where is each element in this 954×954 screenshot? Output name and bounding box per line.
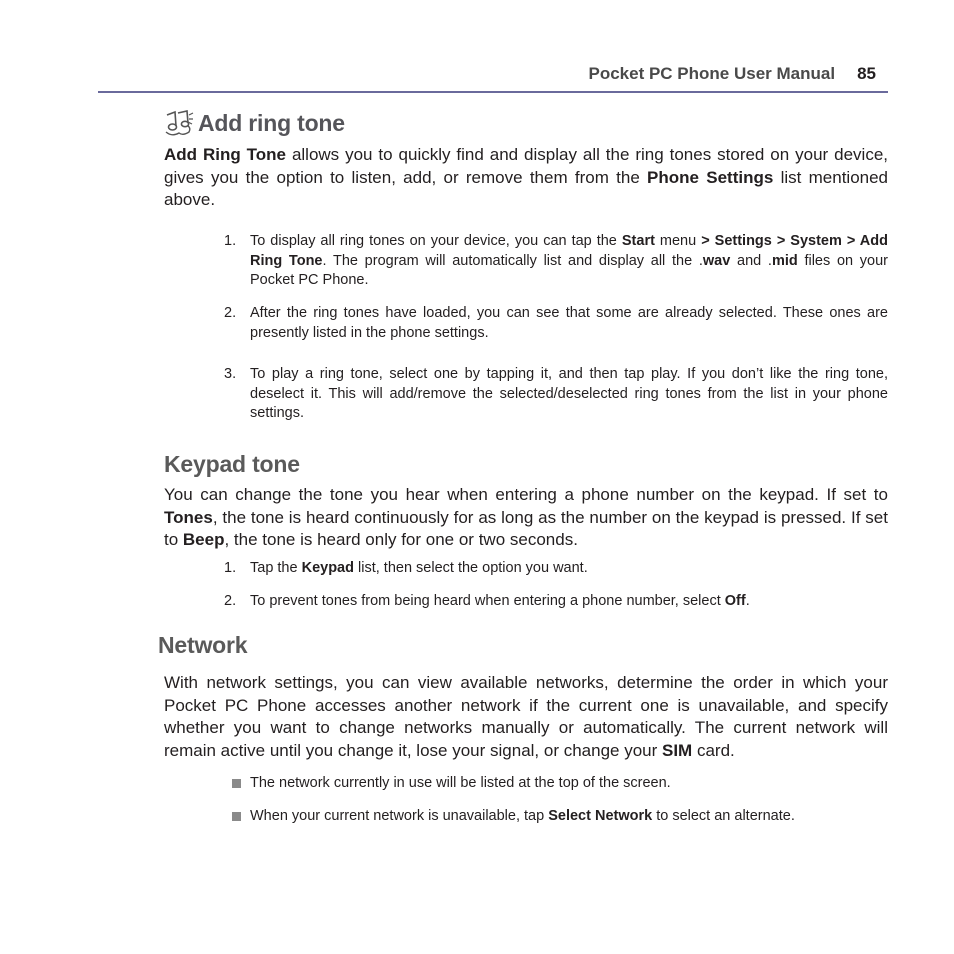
step-number: 1.: [224, 233, 237, 249]
bold-term: Add Ring Tone: [164, 145, 287, 164]
list-item: [224, 559, 888, 579]
bullet-text: The network currently in use will be listed at the top of the screen.: [250, 775, 671, 791]
step-text: To display all ring tones on your device, you can tap the Start menu > Settings > System > Add Ring Tone. The program will automatically list and display all the .wav and .mid files on your Pocket PC Phone.: [250, 233, 889, 288]
list-item: [224, 232, 888, 291]
step-text: To prevent tones from being heard when entering a phone number, select Off.: [250, 593, 750, 609]
list-item: [224, 304, 888, 343]
list-item: [224, 774, 888, 794]
step-number: 3.: [224, 366, 237, 382]
section-title-keypad-tone: Keypad tone: [164, 451, 300, 477]
bold-term: Keypad: [301, 560, 354, 576]
step-number: 1.: [224, 560, 237, 576]
list-item: [224, 365, 888, 424]
step-text: Tap the Keypad list, then select the option you want.: [250, 560, 588, 576]
section-title-add-ring-tone: Add ring tone: [198, 110, 345, 136]
bold-term: Tones: [164, 507, 213, 527]
bold-term: wav: [702, 252, 731, 269]
keypad-tone-intro: You can change the tone you hear when entering a phone number on the keypad. If set to Tones, the tone is heard continuously for as long as the number on the keypad is pressed. If set to Beep, the tone is heard only for one or two seconds.: [164, 485, 888, 549]
step-text: To play a ring tone, select one by tapping it, and then tap play. If you don’t like the ring tone, deselect it. This will add/remove the selected/deselected ring tones from the list in your phone settings.: [250, 366, 888, 421]
bold-term: Select Network: [548, 808, 653, 824]
running-header: [589, 64, 877, 84]
step-number: 2.: [224, 593, 237, 609]
header-title: Pocket PC Phone User Manual: [588, 64, 836, 83]
bold-term: SIM: [662, 740, 693, 760]
bold-term: > Settings > System > Add Ring Tone: [250, 233, 888, 269]
step-number: 2.: [224, 305, 237, 321]
bold-term: Start: [621, 233, 655, 249]
add-ring-tone-intro: Add Ring Tone allows you to quickly find and display all the ring tones stored on your device, gives you the option to listen, add, or remove them from the Phone Settings list mentioned above.: [164, 145, 889, 209]
bold-term: Beep: [182, 530, 225, 549]
bold-term: Phone Settings: [647, 167, 774, 187]
bold-term: mid: [771, 252, 798, 269]
square-bullet-icon: [232, 812, 241, 821]
section-title-network: Network: [158, 632, 248, 658]
music-note-icon: [164, 110, 194, 138]
page-number: 85: [857, 64, 876, 83]
bold-term: Off: [724, 593, 746, 609]
square-bullet-icon: [232, 779, 241, 788]
header-rule: [98, 91, 888, 93]
list-item: [224, 592, 888, 612]
list-item: [224, 807, 888, 827]
network-intro: With network settings, you can view available networks, determine the order in which your Pocket PC Phone accesses another network if the current one is unavailable, and specify whether you want to change networks manually or automatically. The current network will remain active until you change it, lose your signal, or change your SIM card.: [164, 673, 888, 760]
step-text: After the ring tones have loaded, you can see that some are already selected. These ones are presently listed in the phone settings.: [250, 305, 888, 341]
bullet-text: When your current network is unavailable, tap Select Network to select an alternate.: [250, 808, 795, 824]
